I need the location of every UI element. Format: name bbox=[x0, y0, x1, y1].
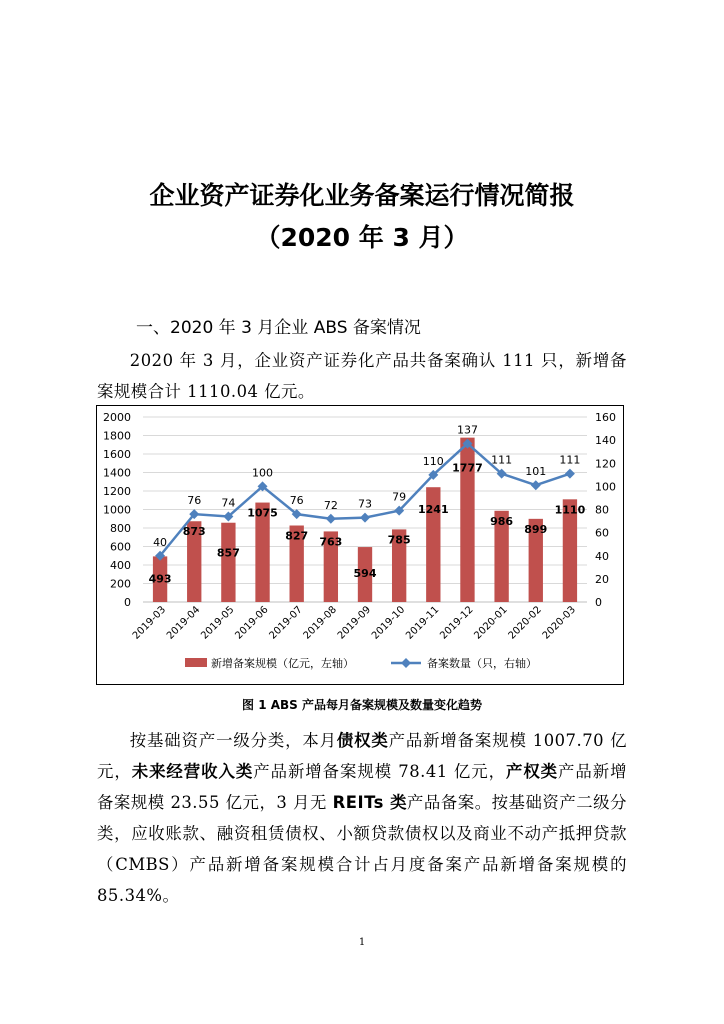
x-tick-label: 2019-10 bbox=[369, 604, 408, 642]
bold-term-reits: REITs 类 bbox=[332, 793, 407, 812]
x-tick-label: 2019-12 bbox=[438, 604, 476, 642]
y-left-tick-label: 1400 bbox=[103, 466, 131, 480]
y-left-tick-label: 2000 bbox=[103, 411, 131, 424]
bold-term-property: 产权类 bbox=[505, 762, 559, 781]
bar-data-label: 827 bbox=[285, 529, 309, 543]
page-number: 1 bbox=[358, 937, 366, 948]
bold-term-debt: 债权类 bbox=[336, 731, 389, 750]
bar-data-label: 857 bbox=[216, 546, 240, 560]
bar-data-label: 986 bbox=[490, 514, 514, 528]
x-tick-label: 2019-06 bbox=[233, 604, 271, 642]
count-data-label: 73 bbox=[358, 497, 372, 511]
section-heading: 一、2020 年 3 月企业 ABS 备案情况 bbox=[136, 318, 421, 338]
x-tick-label: 2019-11 bbox=[404, 604, 442, 642]
y-right-tick-label: 160 bbox=[595, 411, 616, 424]
x-tick-label: 2019-04 bbox=[165, 604, 203, 642]
count-point bbox=[565, 469, 575, 479]
text-run: 产品新增备案规模 1007.70 亿元， bbox=[97, 731, 628, 781]
y-left-tick-label: 1800 bbox=[103, 429, 131, 443]
y-right-tick-label: 100 bbox=[595, 480, 616, 494]
y-right-tick-label: 80 bbox=[595, 503, 609, 517]
count-data-label: 137 bbox=[456, 423, 478, 437]
bar-data-label: 1075 bbox=[247, 506, 278, 520]
y-right-tick-label: 0 bbox=[595, 596, 602, 609]
bar-data-label: 1241 bbox=[417, 503, 449, 517]
y-right-tick-label: 60 bbox=[595, 526, 609, 540]
x-tick-label: 2019-03 bbox=[130, 604, 169, 642]
y-left-tick-label: 400 bbox=[110, 559, 131, 572]
count-point bbox=[531, 480, 541, 490]
document-title: 企业资产证券化业务备案运行情况简报 bbox=[149, 181, 575, 210]
x-tick-label: 2020-01 bbox=[472, 604, 510, 642]
legend-line-marker bbox=[401, 658, 411, 668]
bar-data-label: 763 bbox=[319, 535, 343, 549]
x-tick-label: 2019-07 bbox=[267, 604, 305, 642]
legend-bar-swatch bbox=[185, 658, 207, 667]
y-right-tick-label: 20 bbox=[595, 572, 609, 586]
x-tick-label: 2019-05 bbox=[199, 604, 237, 642]
bar-data-label: 873 bbox=[182, 525, 206, 539]
y-left-tick-label: 1200 bbox=[103, 485, 131, 498]
count-data-label: 76 bbox=[289, 494, 304, 508]
bar-data-label: 1777 bbox=[452, 461, 483, 475]
text-run: 产品备案。按基础资产二级分类，应收账款、融资租赁债权、小额贷款债权以及商业不动产抵押贷款（CMBS）产品新增备案规模合计占月度备案产品新增备案规模的 85.34%。 bbox=[97, 793, 627, 905]
y-left-tick-label: 200 bbox=[110, 577, 131, 591]
bar-data-label: 785 bbox=[387, 533, 411, 547]
figure-caption: 图 1 ABS 产品每月备案规模及数量变化趋势 bbox=[242, 698, 482, 712]
bar-data-label: 594 bbox=[353, 567, 377, 581]
count-data-label: 79 bbox=[392, 490, 407, 504]
y-right-tick-label: 40 bbox=[595, 549, 609, 563]
count-data-label: 101 bbox=[525, 465, 547, 479]
text-run: 产品新增备案规模 23.55 亿元，3 月无 bbox=[97, 762, 628, 812]
bar-data-label: 899 bbox=[524, 522, 548, 536]
count-data-label: 74 bbox=[221, 496, 236, 510]
text-run: 按基础资产一级分类，本月 bbox=[129, 731, 337, 750]
y-left-tick-label: 600 bbox=[110, 540, 131, 554]
count-data-label: 110 bbox=[422, 454, 444, 468]
x-tick-label: 2019-09 bbox=[335, 604, 374, 642]
abs-chart bbox=[97, 406, 623, 684]
legend-line-label: 备案数量（只，右轴） bbox=[427, 657, 537, 670]
x-tick-label: 2019-08 bbox=[301, 604, 339, 642]
paragraph-summary: 2020 年 3 月，企业资产证券化产品共备案确认 111 只，新增备案规模合计 1110.04 亿元。 bbox=[97, 351, 627, 401]
text-run: 产品新增备案规模 78.41 亿元， bbox=[253, 762, 506, 781]
document-subtitle: （2020 年 3 月） bbox=[255, 223, 469, 252]
count-data-label: 111 bbox=[491, 453, 513, 467]
bold-term-future-income: 未来经营收入类 bbox=[131, 762, 254, 781]
count-point bbox=[326, 514, 336, 524]
y-left-tick-label: 0 bbox=[124, 596, 131, 609]
count-data-label: 72 bbox=[323, 498, 338, 512]
y-left-tick-label: 800 bbox=[110, 522, 131, 535]
legend-bar-label: 新增备案规模（亿元，左轴） bbox=[211, 657, 354, 670]
count-point bbox=[360, 513, 370, 523]
y-left-tick-label: 1000 bbox=[103, 503, 131, 517]
paragraph-classification bbox=[97, 725, 627, 911]
bar-data-label: 493 bbox=[148, 572, 172, 586]
count-data-label: 111 bbox=[559, 453, 581, 467]
count-data-label: 76 bbox=[187, 494, 202, 508]
y-right-tick-label: 140 bbox=[595, 434, 616, 448]
bar-data-label: 1110 bbox=[554, 503, 586, 517]
y-right-tick-label: 120 bbox=[595, 457, 616, 471]
count-data-label: 100 bbox=[252, 466, 274, 480]
chart-frame bbox=[96, 405, 624, 685]
count-data-label: 40 bbox=[153, 535, 168, 549]
bar bbox=[221, 523, 235, 602]
y-left-tick-label: 1600 bbox=[103, 448, 131, 461]
x-tick-label: 2020-02 bbox=[506, 604, 544, 642]
x-tick-label: 2020-03 bbox=[540, 604, 579, 642]
